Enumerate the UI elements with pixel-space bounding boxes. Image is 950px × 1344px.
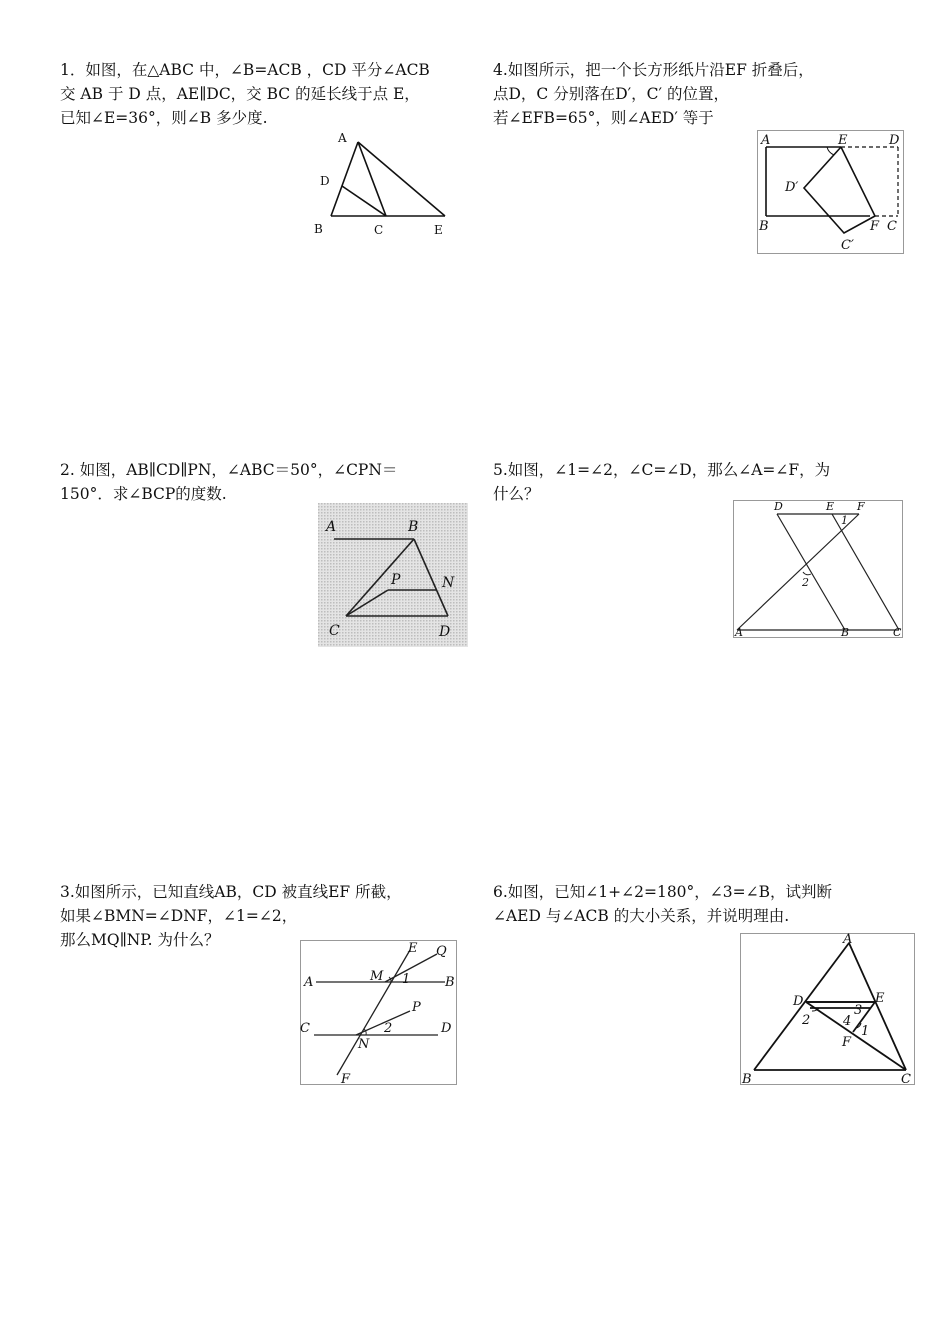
question-1 <box>60 58 430 130</box>
q3-line-2: 如果∠BMN=∠DNF，∠1=∠2， <box>60 907 298 925</box>
q5-line-2: 什么？ <box>493 485 540 503</box>
q2-label-p: P <box>391 572 401 588</box>
q5-label-f: F <box>857 500 865 513</box>
q5-line-1: 5.如图，∠1=∠2，∠C=∠D，那么∠A=∠F，为 <box>493 461 831 479</box>
q4-figure <box>757 130 904 254</box>
q5-label-1: 1 <box>841 514 848 527</box>
q5-label-b: B <box>841 626 850 638</box>
q5-label-a: A <box>735 626 743 638</box>
q5-label-e: E <box>826 500 835 513</box>
q6-line-2: ∠AED 与∠ACB 的大小关系，并说明理由. <box>493 907 790 925</box>
q3-label-n: N <box>358 1037 370 1052</box>
q3-line-3: 那么MQ∥NP. 为什么？ <box>60 931 220 949</box>
q3-label-p: P <box>412 1000 421 1015</box>
q3-label-d: D <box>441 1021 452 1036</box>
q6-label-a: A <box>843 933 853 947</box>
q1-line-3: 已知∠E=36°，则∠B 多少度. <box>60 109 268 127</box>
q4-line-1: 4.如图所示，把一个长方形纸片沿EF 折叠后， <box>493 61 814 79</box>
q6-label-c: C <box>901 1072 911 1085</box>
q1-label-e: E <box>434 223 443 237</box>
q6-label-f: F <box>842 1035 852 1050</box>
q6-figure <box>740 933 915 1085</box>
q3-label-c: C <box>300 1021 310 1036</box>
q3-line-1: 3.如图所示，已知直线AB，CD 被直线EF 所截， <box>60 883 402 901</box>
question-2 <box>60 458 397 506</box>
q3-label-e: E <box>408 941 418 956</box>
q6-label-d: D <box>793 994 804 1009</box>
q2-label-c: C <box>329 623 340 639</box>
q1-label-d: D <box>320 174 330 188</box>
q4-label-e: E <box>838 133 848 148</box>
q4-label-d: D <box>889 133 900 148</box>
q2-line-2: 150°．求∠BCP的度数. <box>60 485 227 503</box>
q4-label-b: B <box>759 219 769 234</box>
q2-figure <box>318 503 468 647</box>
q4-label-d-prime: D′ <box>785 180 799 195</box>
q1-label-b: B <box>314 222 323 236</box>
q3-label-1: 1 <box>402 972 411 987</box>
q6-label-e: E <box>875 991 885 1006</box>
question-5 <box>493 458 830 506</box>
q2-label-n: N <box>442 575 455 591</box>
q3-figure <box>300 940 457 1085</box>
q3-label-f: F <box>341 1072 351 1085</box>
q3-label-a: A <box>304 975 314 990</box>
q3-label-m: M <box>370 969 384 984</box>
q6-label-2: 2 <box>802 1013 811 1028</box>
q2-label-d: D <box>439 624 451 640</box>
q2-label-a: A <box>326 519 337 535</box>
q5-figure <box>733 500 903 638</box>
q6-label-b: B <box>742 1072 752 1085</box>
q4-line-3: 若∠EFB=65°，则∠AED′ 等于 <box>493 109 714 127</box>
q6-label-1: 1 <box>861 1024 870 1039</box>
q6-label-3: 3 <box>854 1003 863 1018</box>
q4-label-c-prime: C′ <box>841 238 854 253</box>
q1-line-1: 1．如图，在△ABC 中，∠B=ACB ，CD 平分∠ACB <box>60 61 430 79</box>
q5-label-2: 2 <box>802 576 809 589</box>
q1-label-a: A <box>338 131 347 145</box>
q5-label-c: C <box>893 626 902 638</box>
q4-label-a: A <box>761 133 771 148</box>
q2-label-b: B <box>408 519 419 535</box>
q6-label-4: 4 <box>843 1014 852 1029</box>
q3-label-q: Q <box>436 944 447 959</box>
q6-line-1: 6.如图，已知∠1+∠2=180°，∠3=∠B，试判断 <box>493 883 833 901</box>
q3-label-b: B <box>445 975 455 990</box>
q1-label-c: C <box>374 223 384 237</box>
q2-line-1: 2. 如图，AB∥CD∥PN，∠ABC＝50°，∠CPN＝ <box>60 461 398 479</box>
q1-figure <box>308 128 458 240</box>
q4-line-2: 点D，C 分别落在D′，C′ 的位置， <box>493 85 729 103</box>
q1-line-2: 交 AB 于 D 点，AE∥DC，交 BC 的延长线于点 E， <box>60 85 420 103</box>
question-6 <box>493 880 832 928</box>
question-4 <box>493 58 814 130</box>
q5-label-d: D <box>774 500 783 513</box>
q4-label-c: C <box>887 219 897 234</box>
q4-label-f: F <box>870 219 880 234</box>
q3-label-2: 2 <box>384 1021 393 1036</box>
